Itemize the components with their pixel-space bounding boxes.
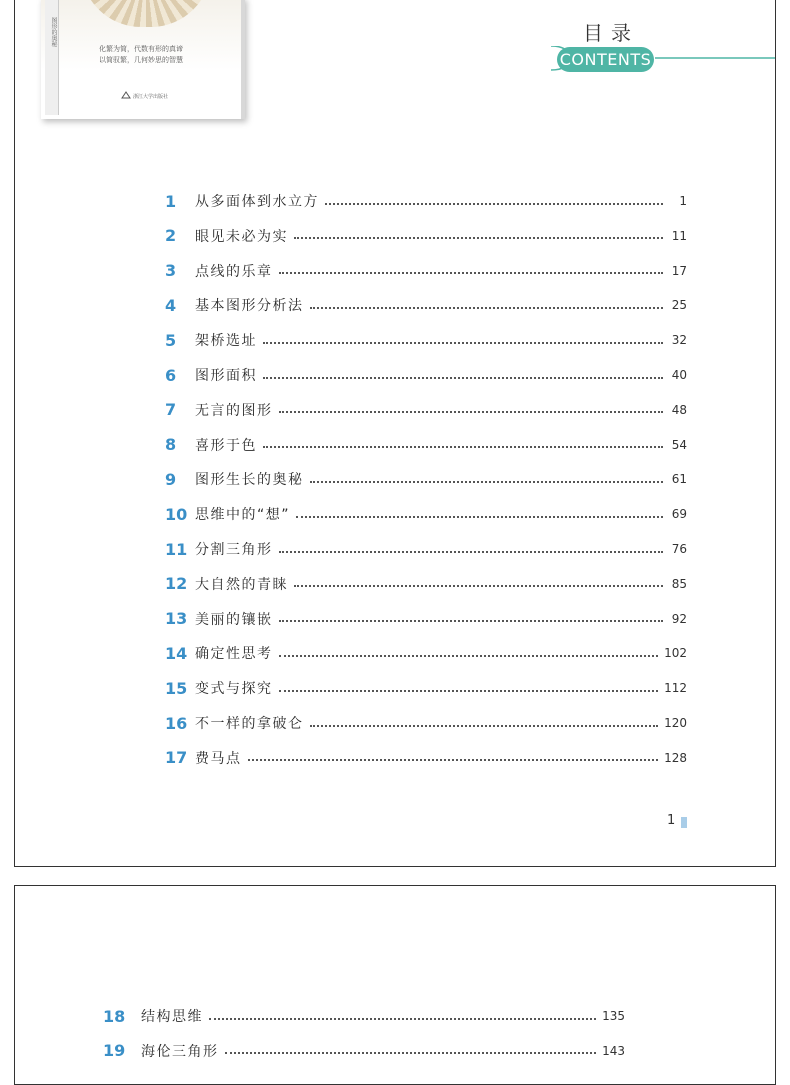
toc-entry-number: 1 [165,191,177,211]
toc-leader-dots [294,584,663,587]
toc-leader-dots [225,1051,597,1054]
toc-entry [165,538,687,560]
toc-entry-number: 6 [165,365,177,385]
toc-leader-dots [263,376,663,379]
toc-entry-title: 海伦三角形 [141,1043,219,1060]
toc-entry-number: 19 [103,1041,126,1061]
toc-entry-page: 25 [671,298,687,313]
toc-entry-page: 48 [671,402,687,417]
toc-leader-dots [310,724,659,727]
toc-entry-page: 92 [671,611,687,626]
cover-fan-illustration [81,0,211,27]
toc-entry-page: 1 [679,194,687,208]
toc-entry-page: 61 [671,472,687,487]
toc-entry-number: 14 [165,643,188,663]
toc-leader-dots [279,271,664,274]
toc-entry-title: 架桥选址 [195,333,257,350]
toc-leader-dots [310,306,664,309]
toc-entry-number: 15 [165,678,188,698]
toc-entry [165,260,687,282]
toc-entry-page: 120 [664,716,687,730]
toc-entry-number: 16 [165,713,188,733]
toc-leader-dots [279,550,664,553]
toc-leader-dots [209,1017,596,1020]
toc-entry [165,329,687,351]
toc-entry-page: 17 [671,263,687,278]
toc-entry-number: 13 [165,609,188,629]
toc-page-2 [14,885,776,1085]
toc-leader-dots [325,202,663,205]
toc-leader-dots [279,689,659,692]
toc-entry [165,573,687,595]
toc-leader-dots [279,619,664,622]
toc-leader-dots [248,758,659,761]
toc-entry [165,225,687,247]
toc-entry [165,434,687,456]
toc-entry-page: 135 [602,1009,625,1023]
toc-entry-number: 11 [165,539,188,559]
page-number: 1 [667,813,676,828]
toc-entry [165,712,687,734]
toc-entry-title: 大自然的青睐 [195,576,288,593]
toc-entry-number: 3 [165,261,177,281]
toc-entry-number: 2 [165,226,177,246]
toc-entry-title: 美丽的镶嵌 [195,611,273,628]
toc-entry-page: 40 [671,368,687,382]
toc-entry-title: 喜形于色 [195,437,257,454]
toc-entry [103,1005,625,1027]
toc-entry [165,747,687,769]
toc-entry-page: 76 [671,542,687,556]
toc-entry-title: 点线的乐章 [195,263,273,280]
toc-entry [165,190,687,212]
toc-leader-dots [263,445,663,448]
toc-entry-page: 102 [664,646,687,661]
toc-leader-dots [279,654,659,657]
toc-entry-title: 从多面体到水立方 [195,194,319,210]
toc-entry-title: 无言的图形 [195,402,273,419]
toc-entry [103,1040,625,1062]
toc-entry-number: 4 [165,295,177,315]
toc-entry [165,608,687,630]
toc-entry [165,503,687,525]
toc-entry-number: 5 [165,330,177,350]
toc-leader-dots [296,515,663,518]
toc-entry-number: 8 [165,435,177,455]
toc-entry [165,399,687,421]
toc-leader-dots [310,480,664,483]
toc-entry-number: 18 [103,1006,126,1026]
toc-entry-title: 分割三角形 [195,542,273,558]
toc-entry-title: 不一样的拿破仑 [195,716,304,732]
toc-entry [165,468,687,490]
cover-publisher: 浙江大学出版社 [133,94,169,100]
toc-entry-title: 基本图形分析法 [195,298,304,315]
toc-heading: 目录 [583,21,639,45]
toc-entry-page: 11 [671,228,687,243]
toc-entry [165,642,687,664]
toc-entry-page: 32 [671,333,687,348]
cover-spine: 图形的奥秘 [45,0,59,115]
toc-entry-title: 图形生长的奥秘 [195,472,304,489]
toc-entry-title: 思维中的“想” [195,507,291,524]
toc-entry [165,364,687,386]
publisher-logo-icon [121,91,131,99]
toc-leader-dots [279,410,664,413]
toc-entry-title: 结构思维 [141,1009,203,1025]
toc-leader-dots [263,341,663,344]
cover-slogan [99,44,183,66]
toc-entry-number: 17 [165,748,188,768]
toc-entry-title: 图形面积 [195,368,257,384]
book-cover-thumbnail [41,0,245,119]
toc-entry-number: 12 [165,574,188,594]
page-number-marker [681,817,687,828]
toc-entry-title: 眼见未必为实 [195,228,288,245]
toc-leader-dots [294,236,663,239]
cover-slogan-line-2: 以简驭繁，几何妙思的智慧 [99,56,183,64]
toc-entry-page: 128 [664,750,687,765]
toc-entry-title: 变式与探究 [195,681,273,698]
toc-entry-page: 54 [671,437,687,452]
toc-entry-title: 确定性思考 [195,646,273,663]
toc-entry-page: 69 [671,507,687,522]
toc-entry-page: 143 [602,1043,625,1058]
toc-entry-number: 9 [165,469,177,489]
toc-entry-page: 85 [671,576,687,591]
toc-entry-title: 费马点 [195,750,242,767]
contents-label: CONTENTS [557,47,654,72]
toc-entry-number: 10 [165,504,188,524]
cover-slogan-line-1: 化繁为简，代数有形的真谛 [99,45,183,53]
toc-entry-page: 112 [664,681,687,696]
toc-entry [165,294,687,316]
toc-entry-number: 7 [165,400,177,420]
toc-entry [165,677,687,699]
toc-page-1 [14,0,776,867]
